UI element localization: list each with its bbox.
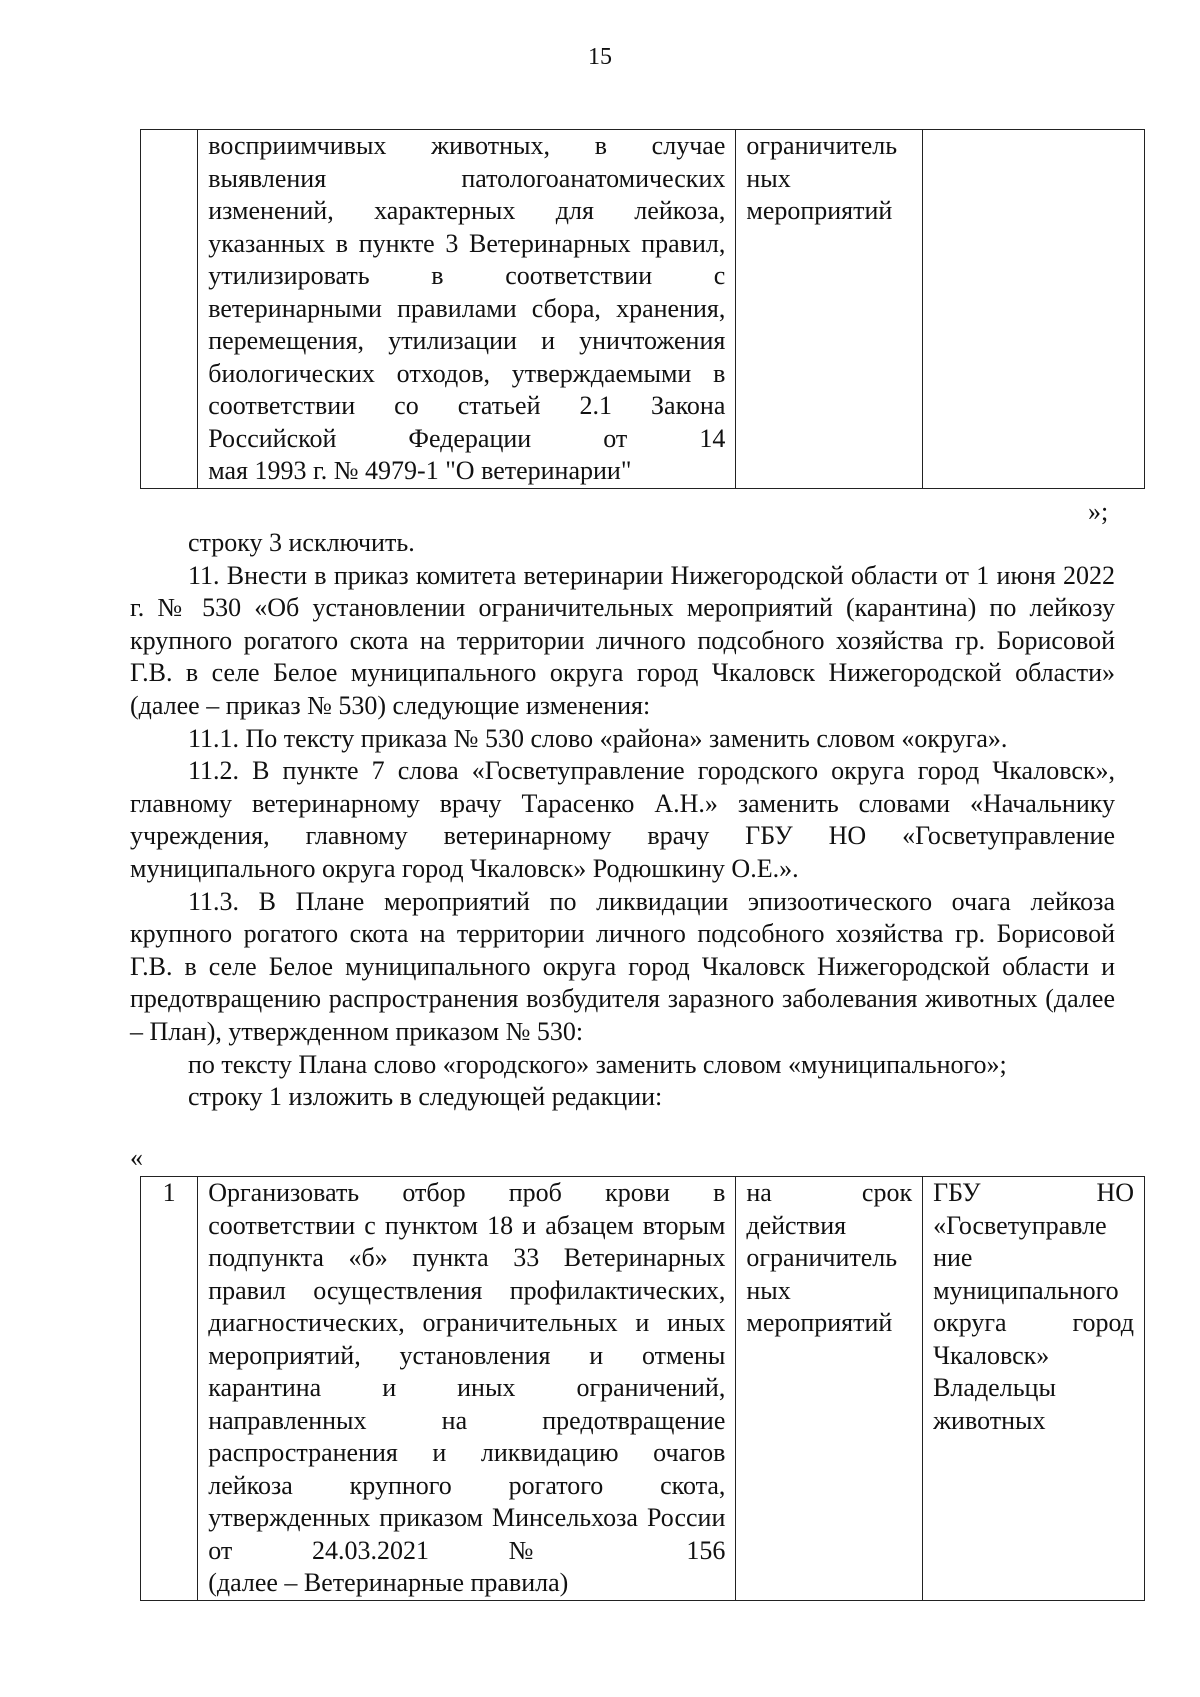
measure-cell — [198, 1177, 736, 1601]
paragraph-item-11-2: 11.2. В пункте 7 слова «Госветуправление городского округа город Чкаловск», главному ветеринарному врачу Тарасенко А.Н.» заменить словами «Начальнику учреждения, главному ветеринарному врачу ГБУ НО «Госветуправление муниципального округа город Чкаловск» Родюшкину О.Е.». — [130, 756, 1115, 883]
opening-quote: « — [130, 1143, 143, 1172]
paragraph-item-11-1: 11.1. По тексту приказа № 530 слово «района» заменить словом «округа». — [188, 723, 1008, 753]
row-number-cell: 1 — [141, 1177, 198, 1601]
term-cell — [736, 1177, 923, 1601]
closing-quote: »; — [1088, 497, 1109, 526]
paragraph-row-1-edit: строку 1 изложить в следующей редакции: — [188, 1082, 663, 1112]
plan-table-row-1 — [140, 1176, 1145, 1601]
measure-text: восприимчивых животных, в случае выявления патологоанатомических изменений, характерных для лейкоза, указанных в пункте 3 Ветеринарных правил, утилизировать в соответствии с ветеринарными правилами сбора, хранения, перемещения, утилизации и уничтожения биологических отходов, утверждаемыми в соответствии со статьей 2.1 Закона Российской Федерации от 14 — [208, 131, 726, 453]
paragraph-item-11: 11. Внести в приказ комитета ветеринарии Нижегородской области от 1 июня 2022 г. № 530 «Об установлении ограничительных мероприятий (карантина) по лейкозу крупного рогатого скота на территории личного подсобного хозяйства гр. Борисовой Г.В. в селе Белое муниципального округа город Чкаловск Нижегородской области» (далее – приказ № 530) следующие изменения: — [130, 560, 1115, 720]
term-cell: ограничитель ных мероприятий — [736, 130, 923, 489]
responsible-organization: ГБУ НО «Госветуправле ние муниципального округа город Чкаловск» — [933, 1178, 1134, 1370]
page-number: 15 — [588, 44, 612, 70]
responsible-cell — [923, 130, 1145, 489]
document-body — [130, 527, 1115, 1114]
plan-table-continuation — [140, 129, 1145, 489]
paragraph-item-11-3: 11.3. В Плане мероприятий по ликвидации эпизоотического очага лейкоза крупного рогатого скота на территории личного подсобного хозяйства гр. Борисовой Г.В. в селе Белое муниципального округа город Чкаловск Нижегородской области и предотвращению распространения возбудителя заразного заболевания животных (далее – План), утвержденном приказом № 530: — [130, 886, 1115, 1046]
table-row — [141, 130, 1145, 489]
row-number-cell — [141, 130, 198, 489]
measure-text-last-line: (далее – Ветеринарные правила) — [208, 1568, 569, 1597]
responsible-owners: Владельцы животных — [933, 1373, 1056, 1435]
measure-text: Организовать отбор проб крови в соответствии с пунктом 18 и абзацем вторым подпункта «б» пункта 33 Ветеринарных правил осуществления профилактических, диагностических, ограничительных и иных мероприятий, установления и отмены карантина и иных ограничений, направленных на предотвращение распространения и ликвидацию очагов лейкоза крупного рогатого скота, утвержденных приказом Минсельхоза России от 24.03.2021 № 156 — [208, 1178, 726, 1565]
paragraph-plan-text: по тексту Плана слово «городского» заменить словом «муниципального»; — [188, 1049, 1007, 1079]
measure-cell — [198, 130, 736, 489]
table-row — [141, 1177, 1145, 1601]
measure-text-last-line: мая 1993 г. № 4979-1 "О ветеринарии" — [208, 456, 632, 485]
paragraph-exclude-row: строку 3 исключить. — [188, 528, 415, 557]
responsible-cell — [923, 1177, 1145, 1601]
term-text: на срок действия ограничитель ных мероприятий — [746, 1178, 913, 1337]
